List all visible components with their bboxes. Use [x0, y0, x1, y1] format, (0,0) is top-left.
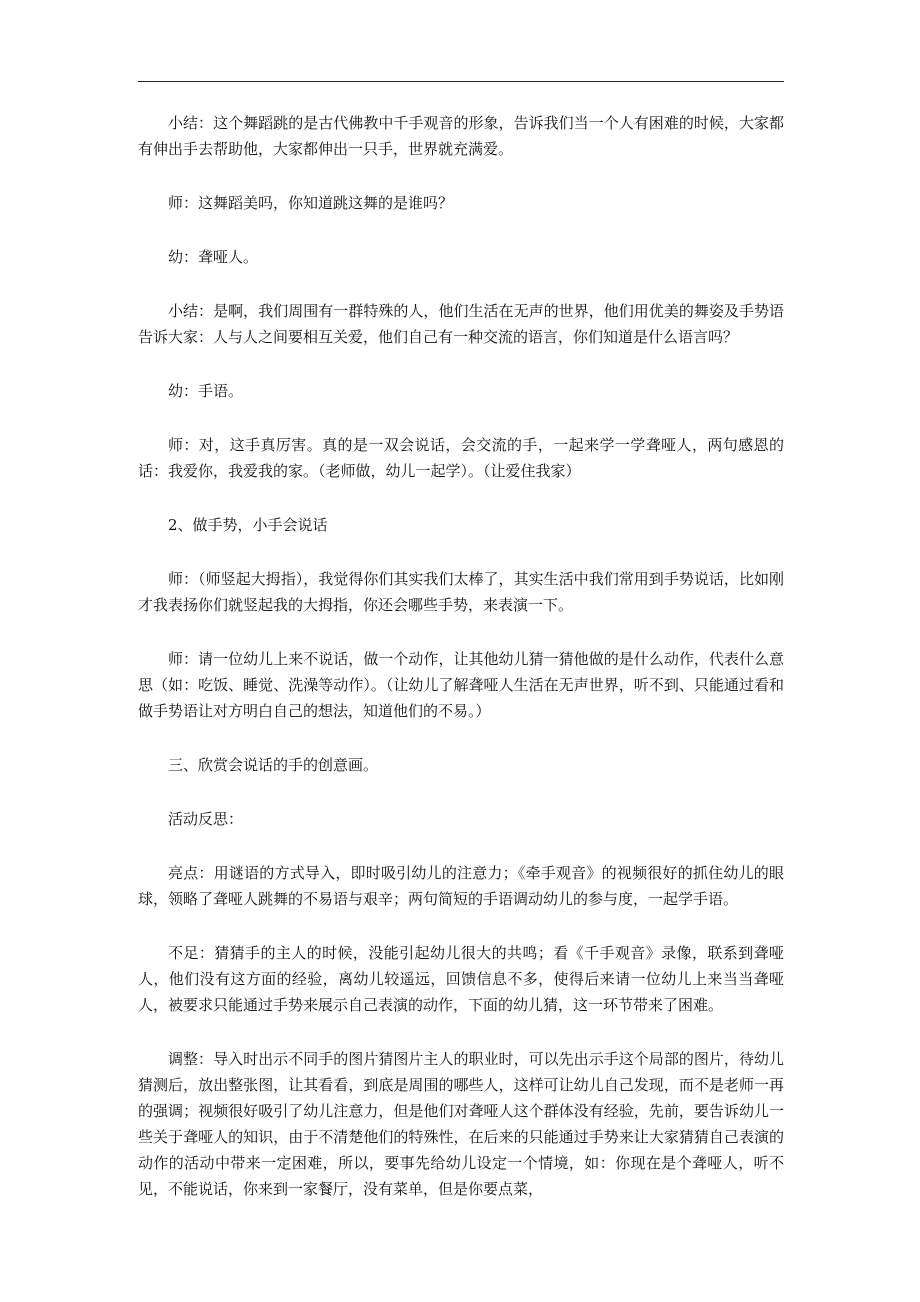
- document-body: [138, 110, 784, 1202]
- section-heading-reflection: 活动反思：: [168, 810, 244, 828]
- paragraph-teacher-activity: 师：请一位幼儿上来不说话，做一个动作，让其他幼儿猜一猜他做的是什么动作，代表什么意思（如：吃饭、睡觉、洗澡等动作）。（让幼儿了解聋哑人生活在无声世界，听不到、只能通过看和做手势语让对方明白自己的想法，知道他们的不易。）: [138, 650, 784, 720]
- paragraph-summary-2: 小结：是啊，我们周围有一群特殊的人，他们生活在无声的世界，他们用优美的舞姿及手势语告诉大家：人与人之间要相互关爱，他们自己有一种交流的语言，你们知道是什么语言吗？: [138, 302, 784, 346]
- section-heading-gestures: 2、做手势，小手会说话: [168, 516, 328, 534]
- paragraph-shortcomings: 不足：猜猜手的主人的时候，没能引起幼儿很大的共鸣；看《千手观音》录像，联系到聋哑人，他们没有这方面的经验，离幼儿较遥远，回馈信息不多，使得后来请一位幼儿上来当当聋哑人，被要求只能通过手势来展示自己表演的动作，下面的幼儿猜，这一环节带来了困难。: [138, 944, 784, 1014]
- paragraph-teacher-question: 师：这舞蹈美吗，你知道跳这舞的是谁吗？: [168, 194, 454, 212]
- paragraph-highlights: 亮点：用谜语的方式导入，即时吸引幼儿的注意力；《牵手观音》的视频很好的抓住幼儿的眼球，领略了聋哑人跳舞的不易语与艰辛；两句简短的手语调动幼儿的参与度，一起学手语。: [138, 864, 784, 908]
- paragraph-child-answer-1: 幼：聋哑人。: [168, 248, 259, 266]
- paragraph-summary-1: 小结：这个舞蹈跳的是古代佛教中千手观音的形象，告诉我们当一个人有困难的时候，大家都有伸出手去帮助他，大家都伸出一只手，世界就充满爱。: [138, 114, 784, 158]
- paragraph-child-answer-2: 幼：手语。: [168, 382, 244, 400]
- section-heading-painting: 三、欣赏会说话的手的创意画。: [168, 756, 379, 774]
- paragraph-teacher-praise: 师：对，这手真厉害。真的是一双会说话，会交流的手，一起来学一学聋哑人，两句感恩的话：我爱你，我爱我的家。（老师做，幼儿一起学）。（让爱住我家）: [138, 436, 784, 480]
- paragraph-adjustments: 调整：导入时出示不同手的图片猜图片主人的职业时，可以先出示手这个局部的图片，待幼儿猜测后，放出整张图，让其看看，到底是周围的哪些人，这样可让幼儿自己发现，而不是老师一再的强调；视频很好吸引了幼儿注意力，但是他们对聋哑人这个群体没有经验，先前，要告诉幼儿一些关于聋哑人的知识，由于不清楚他们的特殊性，在后来的只能通过手势来让大家猜猜自己表演的动作的活动中带来一定困难，所以，要事先给幼儿设定一个情境，如：你现在是个聋哑人，听不见，不能说话，你来到一家餐厅，没有菜单，但是你要点菜，: [138, 1050, 784, 1198]
- paragraph-teacher-thumbs: 师：（师竖起大拇指），我觉得你们其实我们太棒了，其实生活中我们常用到手势说话，比如刚才我表扬你们就竖起我的大拇指，你还会哪些手势，来表演一下。: [138, 570, 784, 614]
- header-rule: [138, 81, 784, 82]
